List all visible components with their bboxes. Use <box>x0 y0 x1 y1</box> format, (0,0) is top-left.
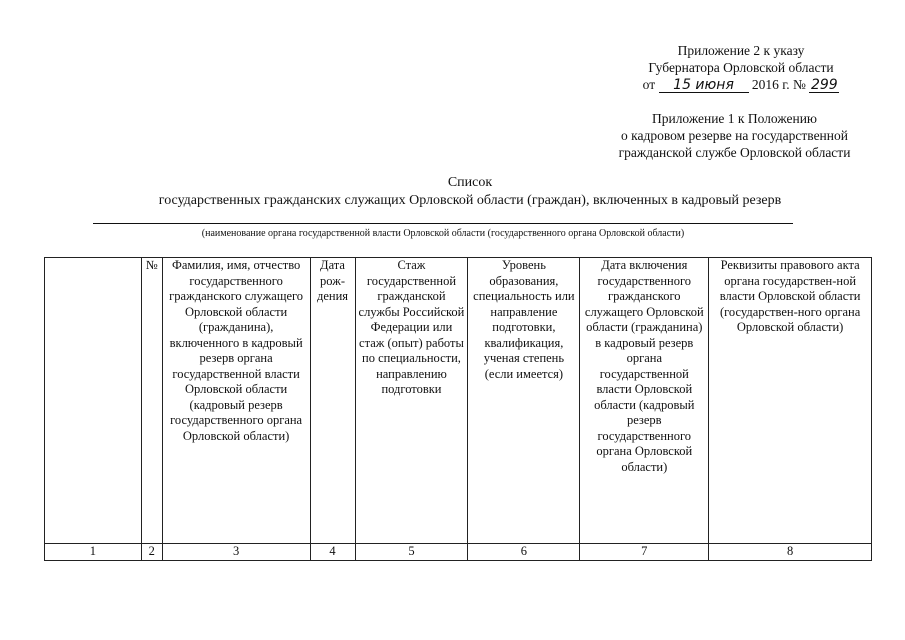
column-number-8: 8 <box>709 544 872 561</box>
appendix-2-line-2: Губернатора Орловской области <box>648 60 834 75</box>
appendix-1-header <box>592 110 877 161</box>
column-number-7: 7 <box>580 544 709 561</box>
appendix-1-line-1: Приложение 1 к Положению <box>651 111 818 126</box>
column-number-6: 6 <box>468 544 580 561</box>
title-line-2: государственных гражданских служащих Орловской области (граждан), включенных в кадровый резерв <box>158 193 782 208</box>
title-line-1: Список <box>447 175 493 190</box>
org-name-caption: (наименование органа государственной власти Орловской области (государственного органа Орловской области) <box>201 228 685 239</box>
document-title <box>60 174 880 210</box>
header-cell-number: № <box>141 258 162 544</box>
header-cell-birth-date: Дата рож-дения <box>310 258 355 544</box>
header-cell-education: Уровень образования, специальность или направление подготовки, квалификация, ученая степень (если имеется) <box>468 258 580 544</box>
appendix-2-line-1: Приложение 2 к указу <box>677 43 805 58</box>
table-header-row <box>45 258 872 544</box>
org-name-underline <box>93 223 793 224</box>
column-number-1: 1 <box>45 544 142 561</box>
column-number-2: 2 <box>141 544 162 561</box>
header-cell-blank <box>45 258 142 544</box>
appendix-1-line-2: о кадровом резерве на государственной <box>621 128 848 143</box>
header-cell-service-length: Стаж государственной гражданской службы Российской Федерации или стаж (опыт) работы по специальности, направлению подготовки <box>355 258 468 544</box>
year-and-number-label: 2016 г. № <box>751 77 806 92</box>
appendix-2-header <box>610 42 872 93</box>
handwritten-number: 299 <box>810 77 838 93</box>
column-number-3: 3 <box>162 544 310 561</box>
header-cell-legal-act: Реквизиты правового акта органа государствен-ной власти Орловской области (государствен-ного органа Орловской области) <box>709 258 872 544</box>
handwritten-date: 15 июня <box>659 78 749 93</box>
column-number-5: 5 <box>355 544 468 561</box>
column-number-4: 4 <box>310 544 355 561</box>
reserve-list-table <box>44 257 872 561</box>
appendix-1-line-3: гражданской службе Орловской области <box>618 145 851 160</box>
header-cell-inclusion-date: Дата включения государственного гражданского служащего Орловской области (гражданина) в кадровый резерв органа государственной власти Орловской области (кадровый резерв государственного органа Орловской области) <box>580 258 709 544</box>
date-prefix: от <box>642 77 656 92</box>
table-column-numbers-row <box>45 544 872 561</box>
header-cell-full-name: Фамилия, имя, отчество государственного гражданского служащего Орловской области (гражданина), включенного в кадровый резерв органа государственной власти Орловской области (кадровый резерв государственного органа Орловской области) <box>162 258 310 544</box>
appendix-2-date-line <box>610 76 872 93</box>
